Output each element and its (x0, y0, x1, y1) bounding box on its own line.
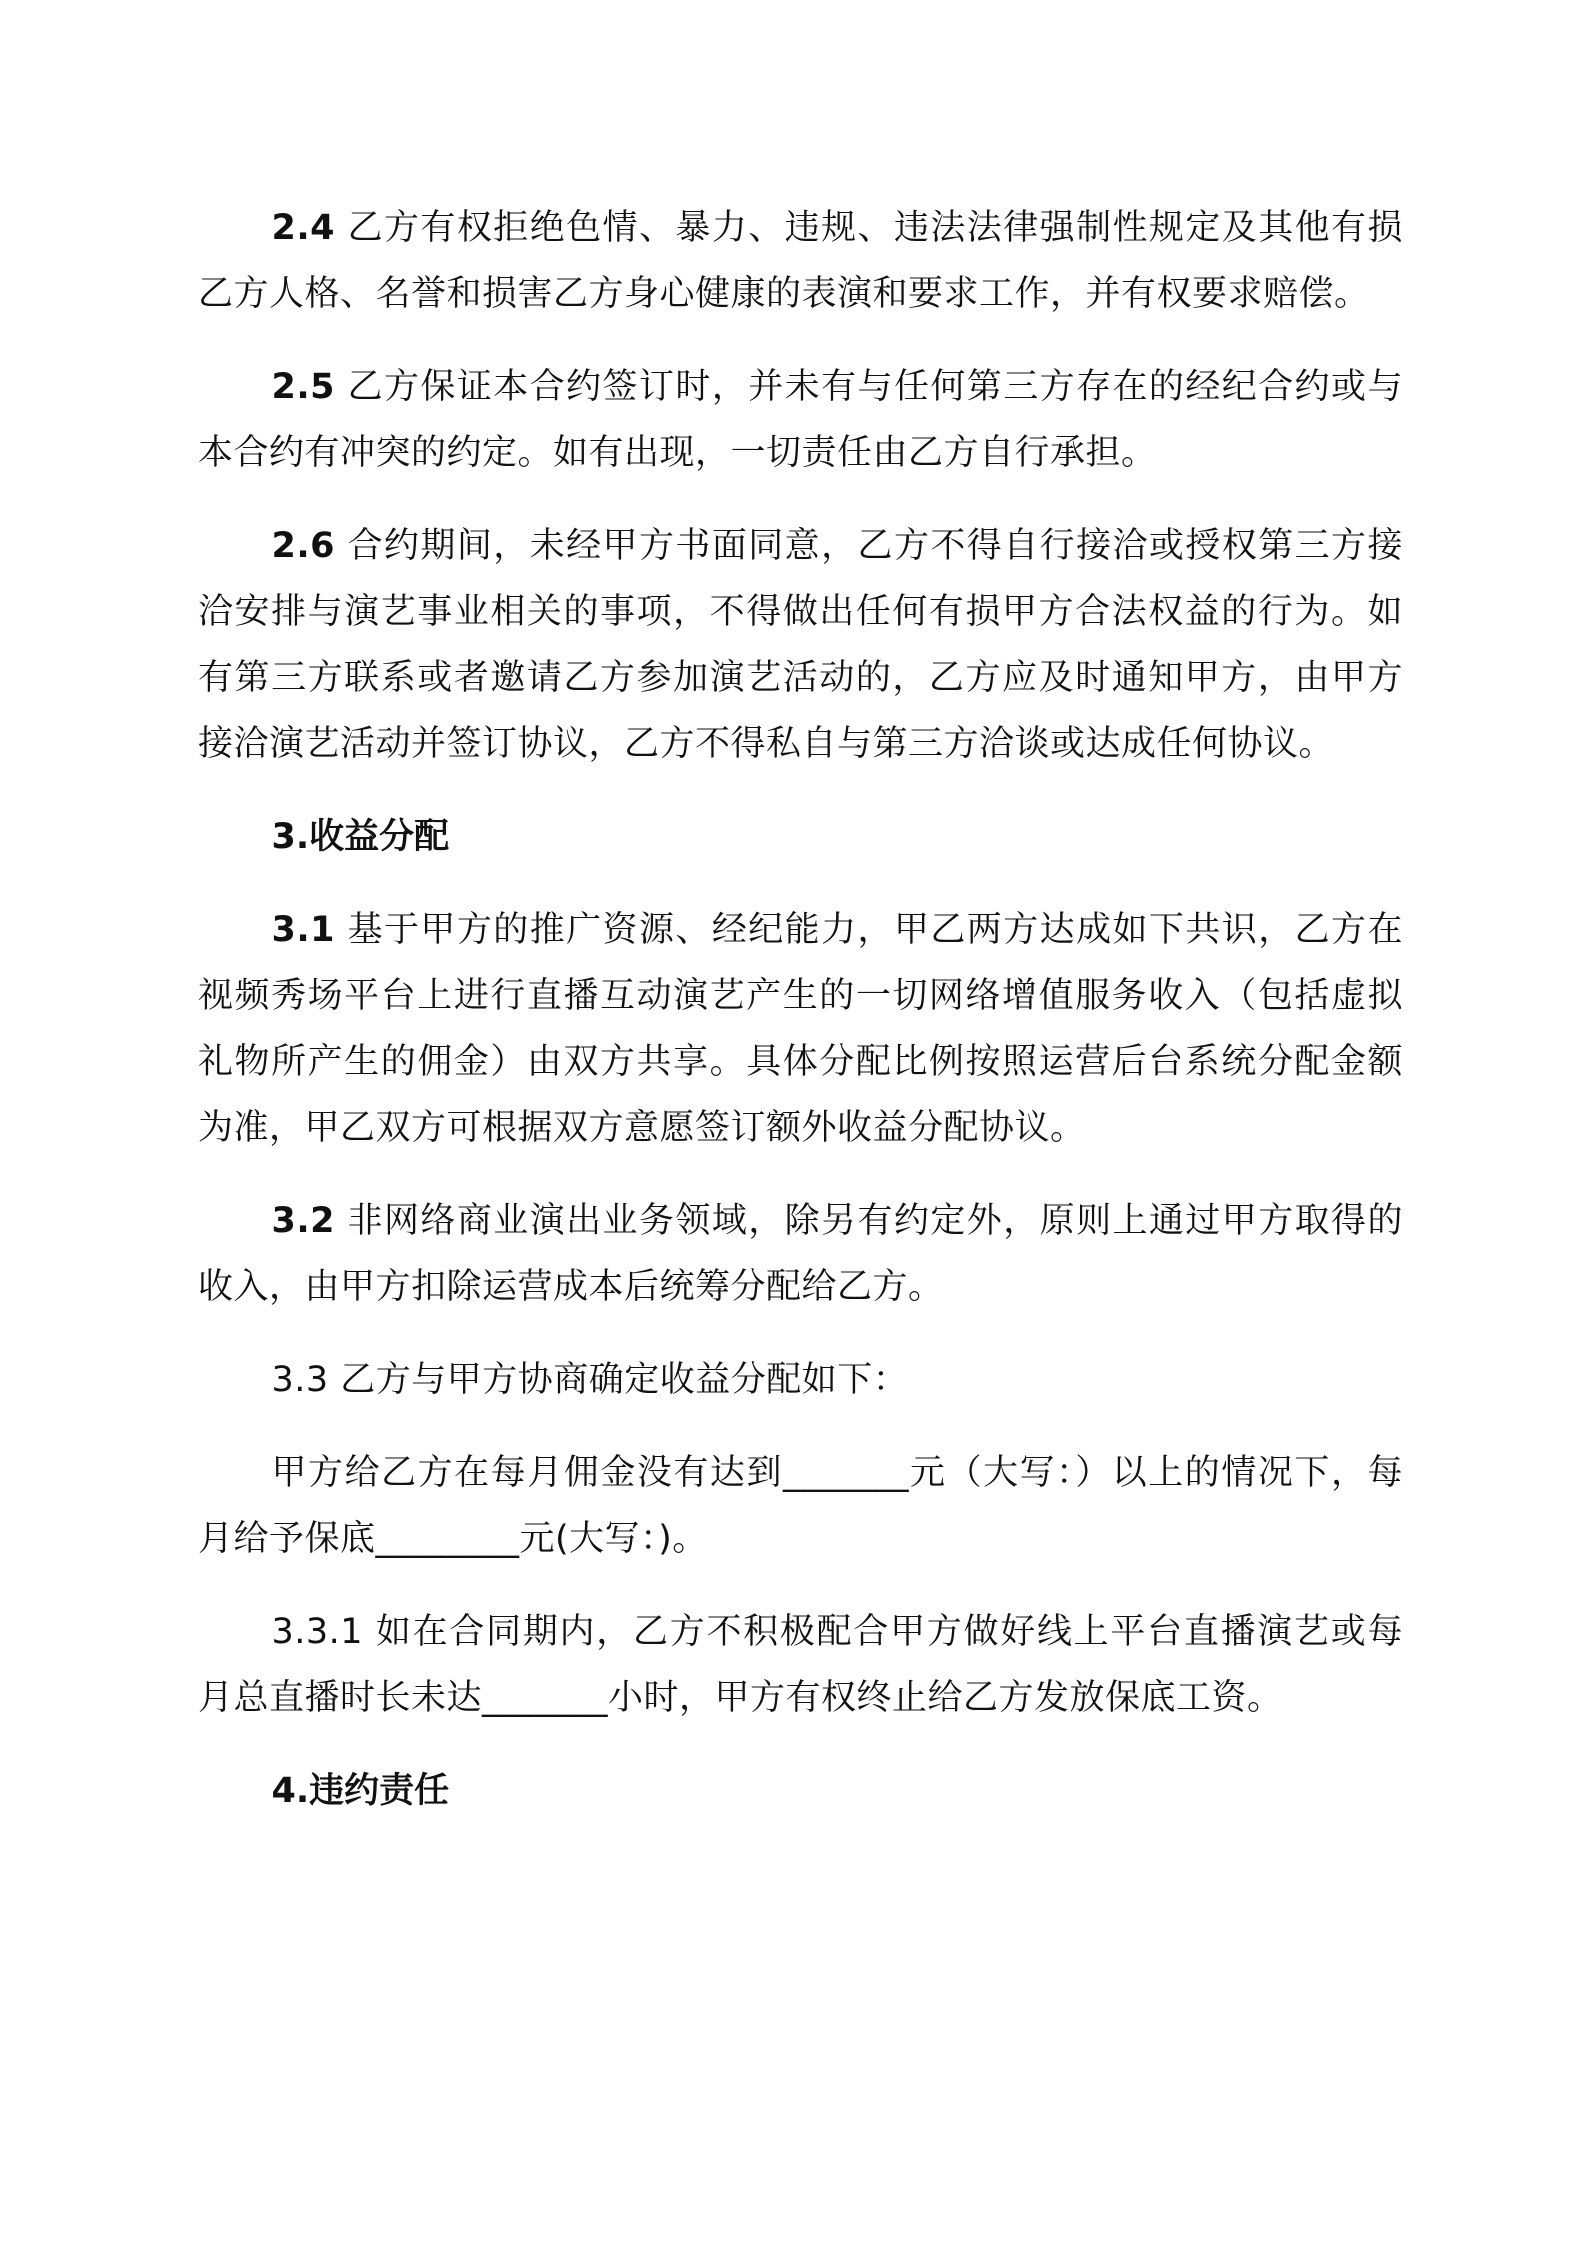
clause-number: 3.3.1 (271, 1612, 364, 1652)
clause-text: 乙方保证本合约签订时，并未有与任何第三方存在的经纪合约或与本合约有冲突的约定。如有出现，一切责任由乙方自行承担。 (198, 367, 1403, 473)
clause-text: 非网络商业演出业务领域，除另有约定外，原则上通过甲方取得的收入，由甲方扣除运营成本后统筹分配给乙方。 (198, 1201, 1403, 1307)
document-page (198, 195, 1403, 1851)
clause-text: 如在合同期内，乙方不积极配合甲方做好线上平台直播演艺或每月总直播时长未达_______小时，甲方有权终止给乙方发放保底工资。 (198, 1612, 1403, 1718)
clause-text: 合约期间，未经甲方书面同意，乙方不得自行接洽或授权第三方接洽安排与演艺事业相关的事项，不得做出任何有损甲方合法权益的行为。如有第三方联系或者邀请乙方参加演艺活动的，乙方应及时通知甲方，由甲方接洽演艺活动并签订协议，乙方不得私自与第三方洽谈或达成任何协议。 (198, 526, 1403, 764)
clause-3-1 (198, 897, 1403, 1161)
clause-2-5 (198, 354, 1403, 486)
clause-3-3-1 (198, 1599, 1403, 1731)
clause-text: 基于甲方的推广资源、经纪能力，甲乙两方达成如下共识，乙方在视频秀场平台上进行直播互动演艺产生的一切网络增值服务收入（包括虚拟礼物所产生的佣金）由双方共享。具体分配比例按照运营后台系统分配金额为准，甲乙双方可根据双方意愿签订额外收益分配协议。 (198, 910, 1403, 1148)
clause-2-6 (198, 513, 1403, 777)
clause-number: 2.4 (271, 208, 336, 248)
clause-number: 3.1 (271, 910, 336, 950)
clause-2-4 (198, 195, 1403, 327)
clause-text: 乙方与甲方协商确定收益分配如下： (328, 1360, 909, 1400)
section-heading-revenue: 3.收益分配 (271, 817, 450, 857)
clause-number: 3.2 (271, 1201, 336, 1241)
clause-3-2 (198, 1188, 1403, 1320)
clause-number: 2.5 (271, 367, 336, 407)
clause-3-3 (198, 1347, 1403, 1413)
section-heading-breach: 4.违约责任 (271, 1771, 450, 1811)
clause-3-3-detail: 甲方给乙方在每月佣金没有达到_______元（大写：）以上的情况下，每月给予保底________元(大写：)。 (198, 1453, 1403, 1559)
clause-number: 3.3 (271, 1360, 329, 1400)
clause-number: 2.6 (271, 526, 336, 566)
clause-text: 乙方有权拒绝色情、暴力、违规、违法法律强制性规定及其他有损乙方人格、名誉和损害乙方身心健康的表演和要求工作，并有权要求赔偿。 (198, 208, 1403, 314)
